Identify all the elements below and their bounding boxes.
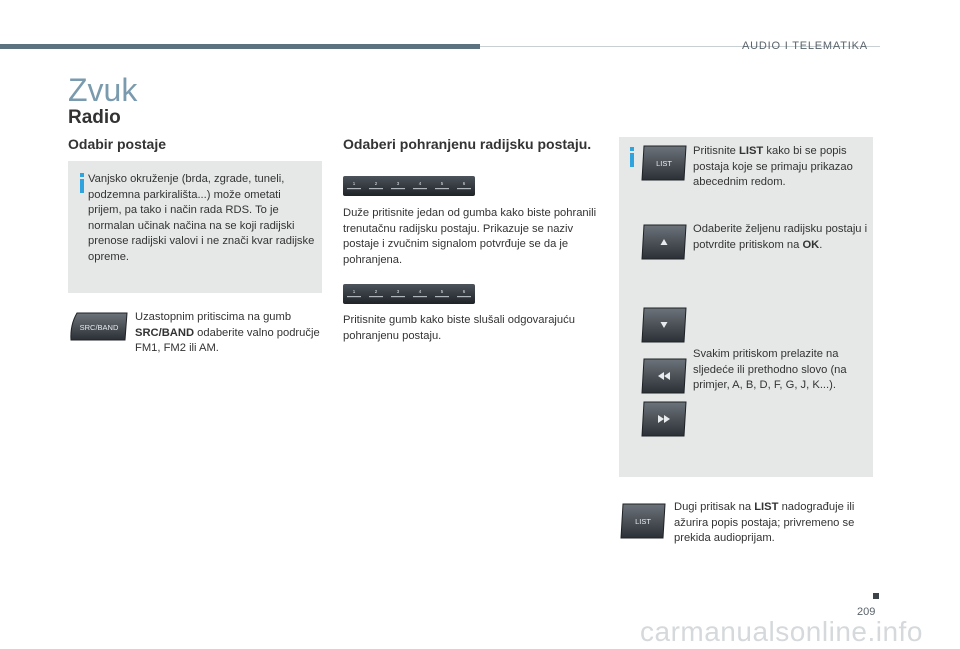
- select-station-text: Odaberite željenu radijsku postaju i potvrdite pritiskom na OK.: [693, 223, 868, 251]
- preset-key-line: [391, 296, 405, 297]
- list-label: LIST: [656, 159, 672, 168]
- top-bar: [0, 44, 480, 49]
- info-box-reception: [68, 161, 322, 293]
- preset-key-line: [435, 188, 449, 189]
- preset-key-line: [457, 296, 471, 297]
- list-long-press-text: Dugi pritisak na LIST nadograđuje ili ažurira popis postaja; privremeno se prekida audioprijam.: [674, 501, 855, 544]
- preset-press-text: Pritisnite gumb kako biste slušali odgovarajuću pohranjenu postaju.: [343, 314, 575, 342]
- preset-digit: 3: [396, 289, 400, 294]
- preset-digit: 3: [396, 181, 400, 186]
- preset-key-line: [457, 188, 471, 189]
- preset-digit: 5: [440, 289, 444, 294]
- preset-key-line: [369, 296, 383, 297]
- preset-key-line: [391, 188, 405, 189]
- preset-digit: 2: [374, 289, 378, 294]
- preset-digit: 4: [418, 289, 422, 294]
- info-icon: [79, 173, 88, 193]
- page-number: 209: [857, 606, 876, 618]
- page-subtitle: Radio: [68, 107, 121, 128]
- list-button: [620, 502, 666, 540]
- preset-digit: 2: [374, 181, 378, 186]
- info-icon: [629, 147, 638, 167]
- watermark: carmanualsonline.info: [640, 616, 923, 647]
- down-button: [641, 306, 687, 344]
- rewind-button: [641, 357, 687, 395]
- preset-digit: 5: [440, 181, 444, 186]
- list-label: LIST: [635, 517, 651, 526]
- preset-key-line: [413, 188, 427, 189]
- preset-digit: 1: [352, 181, 356, 186]
- footer-marker: [873, 593, 879, 599]
- preset-key-line: [413, 296, 427, 297]
- preset-key-line: [435, 296, 449, 297]
- up-button: [641, 223, 687, 261]
- preset-key-line: [369, 188, 383, 189]
- info-box-list: [619, 137, 873, 477]
- preset-digit: 1: [352, 289, 356, 294]
- section-title: AUDIO I TELEMATIKA: [742, 40, 868, 52]
- info-text-reception: Vanjsko okruženje (brda, zgrade, tuneli, podzemna parkirališta...) može ometati prijem, pa tako i način rada RDS. To je normalan učinak načina na se koji radijski prenose radijski valovi i ne znači kvar radijske opreme.: [88, 173, 315, 263]
- preset-digit: 4: [418, 181, 422, 186]
- preset-long-press-text: Duže pritisnite jedan od gumba kako biste pohranili trenutačnu radijsku postaju. Prikazuje se naziv postaje i zvučnim signalom potvrđuje se da je pohranjena.: [343, 207, 597, 266]
- src-band-button: [69, 311, 129, 342]
- src-band-text: Uzastopnim pritiscima na gumb SRC/BAND odaberite valno područje FM1, FM2 ili AM.: [135, 311, 320, 354]
- src-band-label: SRC/BAND: [79, 323, 119, 332]
- list-button: [641, 144, 687, 182]
- preset-digit: 6: [462, 289, 466, 294]
- preset-key-line: [347, 296, 361, 297]
- page-title: Zvuk: [68, 72, 138, 108]
- heading-select-preset: Odaberi pohranjenu radijsku postaju.: [343, 136, 592, 152]
- list-text: Pritisnite LIST kako bi se popis postaja koje se primaju prikazao abecednim redom.: [693, 145, 853, 188]
- preset-key-line: [347, 188, 361, 189]
- fast-forward-button: [641, 400, 687, 438]
- heading-select-station: Odabir postaje: [68, 136, 167, 152]
- preset-buttons-strip: [343, 284, 475, 304]
- preset-digit: 6: [462, 181, 466, 186]
- preset-buttons-strip: [343, 176, 475, 196]
- letter-skip-text: Svakim pritiskom prelazite na sljedeće ili prethodno slovo (na primjer, A, B, D, F, G, J, K...).: [693, 348, 847, 391]
